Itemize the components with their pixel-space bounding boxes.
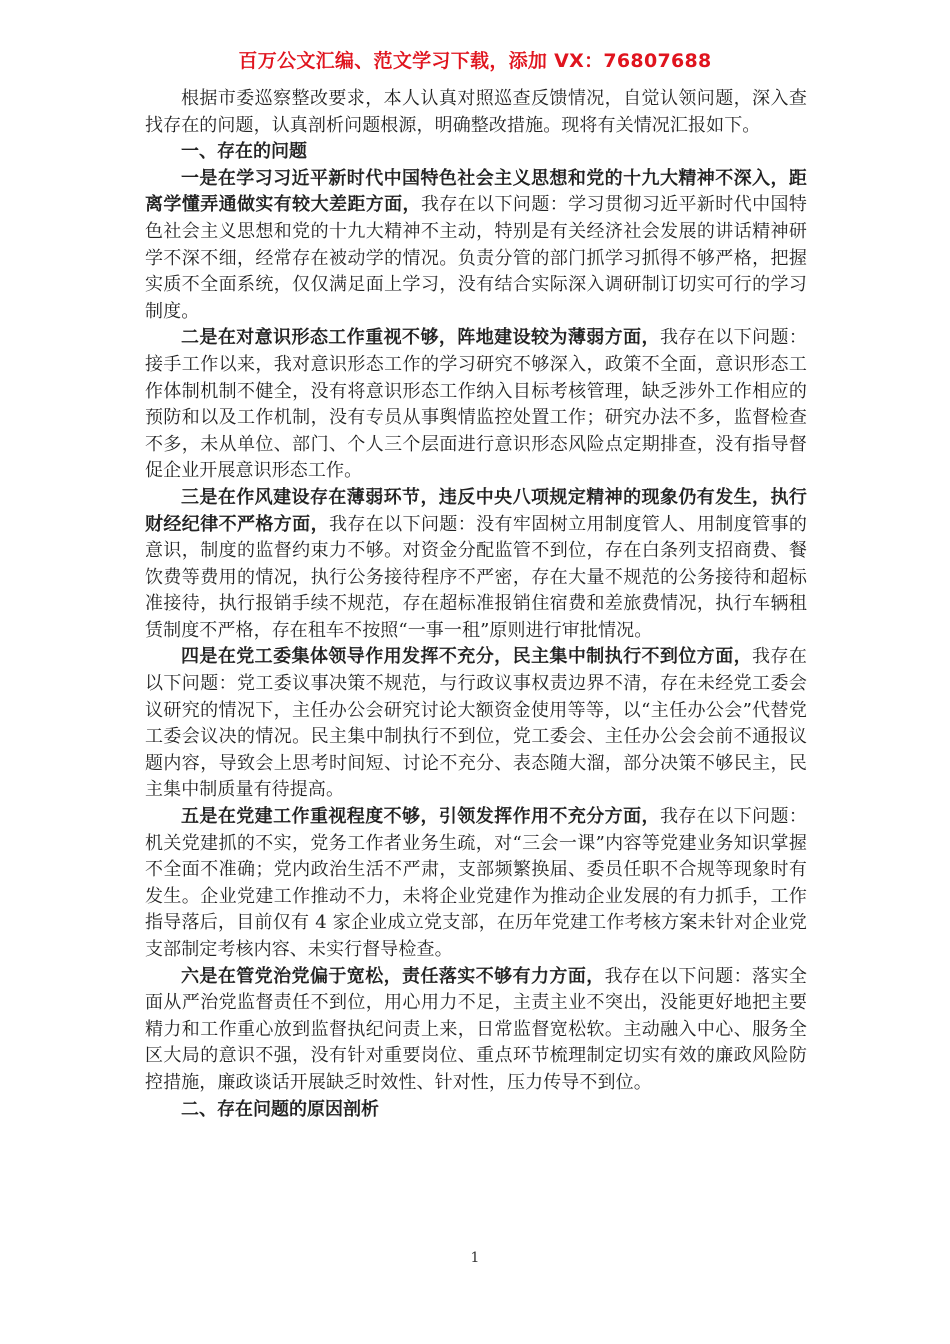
problem-item-5	[145, 804, 807, 964]
problem-item-1	[145, 166, 807, 326]
problem-item-lead: 六是在管党治党偏于宽松，责任落实不够有力方面，	[181, 965, 605, 987]
problem-item-body: 我存在以下问题：接手工作以来，我对意识形态工作的学习研究不够深入，政策不全面，意识形态工作体制机制不健全，没有将意识形态工作纳入目标考核管理，缺乏涉外工作相应的预防和以及工作机制，没有专员从事舆情监控处置工作；研究办法不多，监督检查不多，未从单位、部门、个人三个层面进行意识形态风险点定期排查，没有指导督促企业开展意识形态工作。	[145, 327, 807, 482]
problem-item-3	[145, 485, 807, 645]
header-banner: 百万公文汇编、范文学习下载，添加 VX：76807688	[238, 50, 712, 72]
section-heading-problems: 一、存在的问题	[181, 141, 307, 163]
problem-item-body: 我存在以下问题：学习贯彻习近平新时代中国特色社会主义思想和党的十九大精神不主动，特别是有关经济社会发展的讲话精神研学不深不细，经常存在被动学的情况。负责分管的部门抓学习抓得不够严格，把握实质不全面系统，仅仅满足面上学习，没有结合实际深入调研制订切实可行的学习制度。	[145, 194, 807, 322]
problem-item-lead: 三是在作风建设存在薄弱环节，违反中央八项规定精神的现象仍有发生，执行财经纪律不严格方面，	[145, 486, 807, 535]
intro-paragraph: 根据市委巡察整改要求，本人认真对照巡查反馈情况，自觉认领问题，深入查找存在的问题，认真剖析问题根源，明确整改措施。现将有关情况汇报如下。	[145, 88, 807, 136]
problem-item-body: 我存在以下问题：落实全面从严治党监督责任不到位，用心用力不足，主责主业不突出，没能更好地把主要精力和工作重心放到监督执纪问责上来，日常监督宽松软。主动融入中心、服务全区大局的意识不强，没有针对重要岗位、重点环节梳理制定切实有效的廉政风险防控措施，廉政谈话开展缺乏时效性、针对性，压力传导不到位。	[145, 965, 807, 1093]
problem-item-lead: 一是在学习习近平新时代中国特色社会主义思想和党的十九大精神不深入，距离学懂弄通做实有较大差距方面，	[145, 167, 807, 216]
problem-item-body: 我存在以下问题：机关党建抓的不实，党务工作者业务生疏，对“三会一课”内容等党建业务知识掌握不全面不准确；党内政治生活不严肃，支部频繁换届、委员任职不合规等现象时有发生。企业党建工作推动不力，未将企业党建作为推动企业发展的有力抓手，工作指导落后，目前仅有 4 家企业成立党支部，在历年党建工作考核方案未针对企业党支部制定考核内容、未实行督导检查。	[145, 806, 807, 960]
problem-item-6	[145, 964, 807, 1097]
problem-item-lead: 二是在对意识形态工作重视不够，阵地建设较为薄弱方面，	[181, 327, 660, 349]
problem-item-body: 我存在以下问题：党工委议事决策不规范，与行政议事权责边界不清，存在未经党工委会议研究的情况下，主任办公会研究讨论大额资金使用等等，以“主任办公会”代替党工委会议决的情况。民主集中制执行不到位，党工委会、主任办公会会前不通报议题内容，导致会上思考时间短、讨论不充分、表态随大溜，部分决策不够民主，民主集中制质量有待提高。	[145, 646, 807, 801]
problem-item-4	[145, 644, 807, 804]
problem-item-body: 我存在以下问题：没有牢固树立用制度管人、用制度管事的意识，制度的监督约束力不够。对资金分配监管不到位，存在白条列支招商费、餐饮费等费用的情况，执行公务接待程序不严密，存在大量不规范的公务接待和超标准接待，执行报销手续不规范，存在超标准报销住宿费和差旅费情况，执行车辆租赁制度不严格，存在租车不按照“一事一租”原则进行审批情况。	[145, 513, 807, 641]
problem-item-2	[145, 325, 807, 485]
problem-item-lead: 五是在党建工作重视程度不够，引领发挥作用不充分方面，	[181, 806, 660, 828]
problem-item-lead: 四是在党工委集体领导作用发挥不充分，民主集中制执行不到位方面，	[181, 646, 753, 668]
document-body	[145, 86, 807, 1123]
page-number: 1	[470, 1250, 480, 1266]
section-heading-causes: 二、存在问题的原因剖析	[181, 1098, 379, 1120]
